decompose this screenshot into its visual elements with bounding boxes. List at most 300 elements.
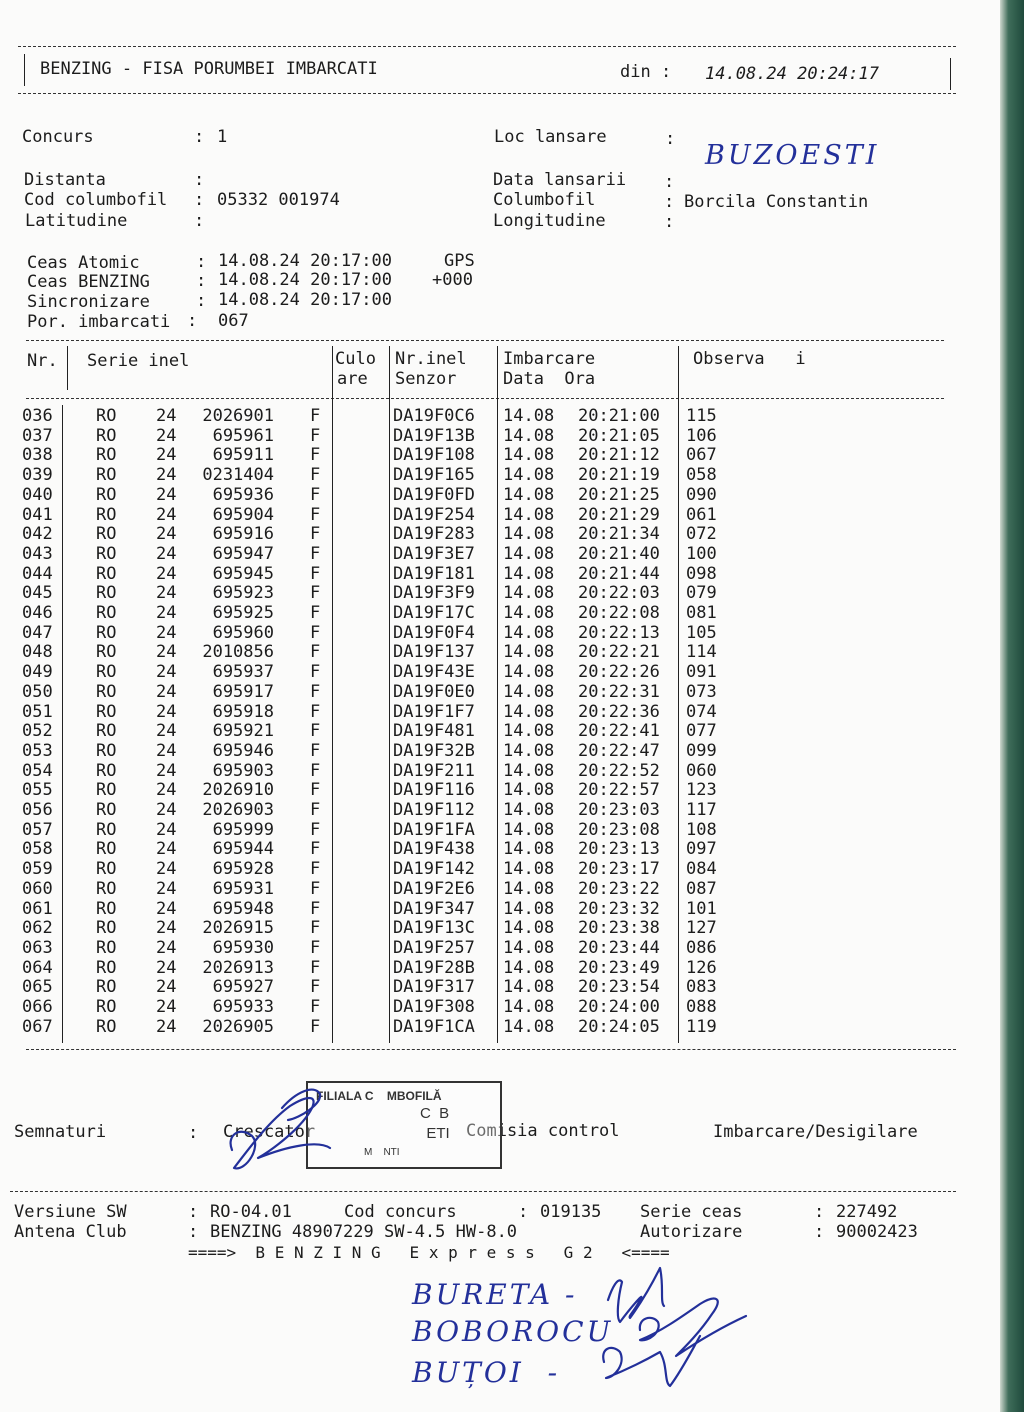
cell-year: 24	[156, 662, 177, 682]
cell-country: RO	[96, 485, 117, 505]
cell-ring-number: 695904	[212, 505, 274, 525]
cell-time: 20:22:03	[578, 583, 660, 603]
cell-nr: 067	[22, 1017, 53, 1037]
cell-nr: 060	[22, 879, 53, 899]
cell-country: RO	[96, 583, 117, 603]
cod-concurs-colon: :	[518, 1202, 529, 1222]
antena-club-colon: :	[188, 1222, 199, 1242]
cell-nr: 064	[22, 958, 53, 978]
serie-ceas-value: 227492	[836, 1202, 898, 1222]
cell-time: 20:21:25	[578, 485, 660, 505]
cell-country: RO	[96, 780, 117, 800]
cell-date: 14.08	[503, 800, 555, 820]
col-header-nrinel-2: Senzor	[395, 369, 457, 389]
cell-sex: F	[310, 1017, 321, 1037]
cell-sex: F	[310, 761, 321, 781]
antena-club-label: Antena Club	[14, 1222, 127, 1242]
latitudine-label: Latitudine	[25, 211, 128, 231]
autorizare-label: Autorizare	[640, 1222, 743, 1242]
cell-date: 14.08	[503, 603, 555, 623]
concurs-label: Concurs	[22, 127, 94, 147]
cell-year: 24	[156, 938, 177, 958]
cell-time: 20:23:38	[578, 918, 660, 938]
cell-country: RO	[96, 406, 117, 426]
cell-sex: F	[310, 564, 321, 584]
cell-country: RO	[96, 839, 117, 859]
cell-year: 24	[156, 642, 177, 662]
cell-country: RO	[96, 721, 117, 741]
cell-time: 20:21:40	[578, 544, 660, 564]
cell-observatii: 101	[686, 899, 717, 919]
cell-observatii: 077	[686, 721, 717, 741]
cell-observatii: 117	[686, 800, 717, 820]
cell-observatii: 119	[686, 1017, 717, 1037]
cell-observatii: 084	[686, 859, 717, 879]
cell-sex: F	[310, 662, 321, 682]
cell-observatii: 126	[686, 958, 717, 978]
col-divider-2	[332, 346, 333, 1043]
cell-sex: F	[310, 780, 321, 800]
cell-date: 14.08	[503, 406, 555, 426]
cell-time: 20:21:34	[578, 524, 660, 544]
cell-observatii: 108	[686, 820, 717, 840]
cell-date: 14.08	[503, 997, 555, 1017]
cell-time: 20:23:17	[578, 859, 660, 879]
col-header-culoare-1: Culo	[335, 349, 376, 369]
col-header-culoare-2: are	[337, 369, 368, 389]
cell-sex: F	[310, 445, 321, 465]
cell-sex: F	[310, 642, 321, 662]
cell-time: 20:23:13	[578, 839, 660, 859]
antena-club-value: BENZING 48907229 SW-4.5 HW-8.0	[210, 1222, 518, 1242]
cell-ring-number: 695947	[212, 544, 274, 564]
sincronizare-colon: :	[196, 291, 207, 311]
cell-nr: 042	[22, 524, 53, 544]
cell-year: 24	[156, 800, 177, 820]
header-right-bar	[950, 58, 951, 90]
distanta-colon: :	[194, 170, 205, 190]
cell-time: 20:24:00	[578, 997, 660, 1017]
cell-nr: 059	[22, 859, 53, 879]
cell-ring-number: 2026901	[202, 406, 274, 426]
serie-ceas-colon: :	[814, 1202, 825, 1222]
col-divider-4	[497, 346, 498, 1043]
cell-time: 20:22:47	[578, 741, 660, 761]
por-imbarcati-label: Por. imbarcati	[27, 312, 171, 332]
cell-sensor: DA19F0F4	[393, 623, 475, 643]
cell-time: 20:23:08	[578, 820, 660, 840]
cell-date: 14.08	[503, 1017, 555, 1037]
cell-nr: 036	[22, 406, 53, 426]
cell-nr: 049	[22, 662, 53, 682]
cell-sex: F	[310, 800, 321, 820]
cell-sensor: DA19F3E7	[393, 544, 475, 564]
cell-observatii: 088	[686, 997, 717, 1017]
cell-sensor: DA19F142	[393, 859, 475, 879]
cell-sensor: DA19F32B	[393, 741, 475, 761]
din-label: din :	[620, 62, 672, 82]
cell-country: RO	[96, 603, 117, 623]
cell-nr: 055	[22, 780, 53, 800]
cell-observatii: 127	[686, 918, 717, 938]
cell-observatii: 100	[686, 544, 717, 564]
cell-date: 14.08	[503, 682, 555, 702]
cell-country: RO	[96, 465, 117, 485]
cell-observatii: 090	[686, 485, 717, 505]
cell-country: RO	[96, 623, 117, 643]
columbofil-colon: :	[664, 192, 675, 212]
cell-ring-number: 695945	[212, 564, 274, 584]
cell-country: RO	[96, 426, 117, 446]
cell-time: 20:22:41	[578, 721, 660, 741]
cell-nr: 039	[22, 465, 53, 485]
cell-time: 20:23:49	[578, 958, 660, 978]
cell-year: 24	[156, 682, 177, 702]
col-divider-5	[678, 346, 679, 1043]
cell-country: RO	[96, 820, 117, 840]
cell-sensor: DA19F283	[393, 524, 475, 544]
header-left-bar	[24, 54, 25, 86]
cell-time: 20:23:03	[578, 800, 660, 820]
cell-sensor: DA19F481	[393, 721, 475, 741]
cell-nr: 058	[22, 839, 53, 859]
cell-country: RO	[96, 564, 117, 584]
cell-sex: F	[310, 603, 321, 623]
cell-date: 14.08	[503, 780, 555, 800]
semnaturi-label: Semnaturi	[14, 1122, 107, 1142]
cell-nr: 044	[22, 564, 53, 584]
col-header-observatii: Observa i	[693, 349, 806, 369]
cell-year: 24	[156, 859, 177, 879]
cell-sensor: DA19F28B	[393, 958, 475, 978]
col-divider-3	[389, 346, 390, 1043]
cell-nr: 046	[22, 603, 53, 623]
cell-year: 24	[156, 958, 177, 978]
cell-date: 14.08	[503, 465, 555, 485]
cell-sensor: DA19F1FA	[393, 820, 475, 840]
cell-year: 24	[156, 564, 177, 584]
cell-country: RO	[96, 702, 117, 722]
cell-date: 14.08	[503, 721, 555, 741]
cell-ring-number: 2026913	[202, 958, 274, 978]
benzing-express-banner: ====> B E N Z I N G E x p r e s s G 2 <====	[188, 1243, 670, 1262]
cell-sensor: DA19F1F7	[393, 702, 475, 722]
imbarcare-desigilare-label: Imbarcare/Desigilare	[713, 1122, 918, 1142]
cell-time: 20:23:54	[578, 977, 660, 997]
cell-ring-number: 2026905	[202, 1017, 274, 1037]
cell-sensor: DA19F108	[393, 445, 475, 465]
cell-sensor: DA19F181	[393, 564, 475, 584]
cell-ring-number: 695925	[212, 603, 274, 623]
cell-year: 24	[156, 603, 177, 623]
cell-observatii: 098	[686, 564, 717, 584]
cell-observatii: 115	[686, 406, 717, 426]
stamp-line-2: C B	[420, 1105, 450, 1122]
cell-country: RO	[96, 1017, 117, 1037]
cell-year: 24	[156, 820, 177, 840]
cell-nr: 054	[22, 761, 53, 781]
print-datetime: 14.08.24 20:24:17	[705, 64, 879, 84]
cell-sensor: DA19F438	[393, 839, 475, 859]
cell-observatii: 105	[686, 623, 717, 643]
cell-country: RO	[96, 977, 117, 997]
stamp-line-3: ETI	[418, 1125, 450, 1142]
por-imbarcati-colon: :	[187, 311, 198, 331]
cell-observatii: 097	[686, 839, 717, 859]
cell-time: 20:23:44	[578, 938, 660, 958]
cell-date: 14.08	[503, 564, 555, 584]
cell-year: 24	[156, 406, 177, 426]
cell-country: RO	[96, 662, 117, 682]
loc-lansare-label: Loc lansare	[494, 127, 607, 147]
cell-nr: 040	[22, 485, 53, 505]
handwritten-name-1: BURETA -	[412, 1278, 578, 1311]
cell-date: 14.08	[503, 879, 555, 899]
cell-nr: 065	[22, 977, 53, 997]
versiune-sw-label: Versiune SW	[14, 1202, 127, 1222]
cell-nr: 053	[22, 741, 53, 761]
cell-date: 14.08	[503, 505, 555, 525]
cell-sensor: DA19F3F9	[393, 583, 475, 603]
cell-sensor: DA19F17C	[393, 603, 475, 623]
autorizare-value: 90002423	[836, 1222, 918, 1242]
cell-ring-number: 2010856	[202, 642, 274, 662]
columbofil-value: Borcila Constantin	[684, 192, 869, 212]
cell-observatii: 081	[686, 603, 717, 623]
cell-ring-number: 695918	[212, 702, 274, 722]
cell-sex: F	[310, 741, 321, 761]
cell-year: 24	[156, 426, 177, 446]
cell-observatii: 074	[686, 702, 717, 722]
cell-year: 24	[156, 524, 177, 544]
cell-time: 20:21:00	[578, 406, 660, 426]
cell-year: 24	[156, 997, 177, 1017]
longitudine-colon: :	[664, 212, 675, 232]
cell-ring-number: 695961	[212, 426, 274, 446]
table-bottom-rule	[26, 1049, 956, 1050]
cell-sex: F	[310, 879, 321, 899]
cell-year: 24	[156, 583, 177, 603]
cell-country: RO	[96, 879, 117, 899]
cell-time: 20:24:05	[578, 1017, 660, 1037]
cell-sex: F	[310, 839, 321, 859]
cell-date: 14.08	[503, 899, 555, 919]
cell-year: 24	[156, 741, 177, 761]
cell-country: RO	[96, 938, 117, 958]
cell-observatii: 099	[686, 741, 717, 761]
cell-year: 24	[156, 465, 177, 485]
cell-year: 24	[156, 977, 177, 997]
handwritten-name-3: BUȚOI -	[412, 1356, 561, 1389]
cell-sensor: DA19F308	[393, 997, 475, 1017]
cell-time: 20:21:19	[578, 465, 660, 485]
cell-sensor: DA19F1CA	[393, 1017, 475, 1037]
header-bottom-rule	[18, 93, 956, 94]
cell-nr: 038	[22, 445, 53, 465]
cell-country: RO	[96, 958, 117, 978]
cell-sex: F	[310, 899, 321, 919]
cell-ring-number: 695903	[212, 761, 274, 781]
cell-sex: F	[310, 465, 321, 485]
cell-ring-number: 695930	[212, 938, 274, 958]
cell-observatii: 106	[686, 426, 717, 446]
cell-year: 24	[156, 761, 177, 781]
header-top-rule	[18, 46, 956, 47]
cell-year: 24	[156, 879, 177, 899]
cell-sensor: DA19F254	[393, 505, 475, 525]
latitudine-colon: :	[194, 211, 205, 231]
versiune-sw-colon: :	[188, 1202, 199, 1222]
cell-country: RO	[96, 505, 117, 525]
cell-observatii: 091	[686, 662, 717, 682]
cell-time: 20:22:21	[578, 642, 660, 662]
cell-sex: F	[310, 426, 321, 446]
cell-sensor: DA19F0C6	[393, 406, 475, 426]
distanta-label: Distanta	[24, 170, 106, 190]
cell-sex: F	[310, 938, 321, 958]
cell-year: 24	[156, 780, 177, 800]
cell-time: 20:23:22	[578, 879, 660, 899]
cell-time: 20:21:29	[578, 505, 660, 525]
cell-country: RO	[96, 544, 117, 564]
cod-columbofil-label: Cod columbofil	[24, 190, 168, 210]
cell-ring-number: 695928	[212, 859, 274, 879]
cell-nr: 051	[22, 702, 53, 722]
handwritten-name-2: BOBOROCU	[412, 1315, 614, 1348]
cell-nr: 041	[22, 505, 53, 525]
cell-date: 14.08	[503, 938, 555, 958]
cell-nr: 048	[22, 642, 53, 662]
cell-sex: F	[310, 583, 321, 603]
cell-sensor: DA19F137	[393, 642, 475, 662]
col-header-nrinel-1: Nr.inel	[395, 349, 467, 369]
ceas-atomic-colon: :	[196, 252, 207, 272]
semnaturi-colon: :	[188, 1123, 199, 1143]
cell-date: 14.08	[503, 859, 555, 879]
cell-ring-number: 695946	[212, 741, 274, 761]
cell-ring-number: 695911	[212, 445, 274, 465]
cell-observatii: 123	[686, 780, 717, 800]
cell-time: 20:22:36	[578, 702, 660, 722]
cell-date: 14.08	[503, 445, 555, 465]
cell-sensor: DA19F211	[393, 761, 475, 781]
cell-ring-number: 695931	[212, 879, 274, 899]
cell-sex: F	[310, 820, 321, 840]
col-header-serie-inel: Serie inel	[87, 351, 190, 371]
cell-nr: 056	[22, 800, 53, 820]
serie-ceas-label: Serie ceas	[640, 1202, 743, 1222]
cell-year: 24	[156, 899, 177, 919]
col-divider-1	[62, 405, 63, 1043]
cell-nr: 052	[22, 721, 53, 741]
document-title: BENZING - FISA PORUMBEI IMBARCATI	[40, 59, 378, 79]
stamp-line-4: M NTI	[364, 1147, 400, 1158]
cell-observatii: 083	[686, 977, 717, 997]
cell-date: 14.08	[503, 702, 555, 722]
cell-nr: 045	[22, 583, 53, 603]
cell-sensor: DA19F0FD	[393, 485, 475, 505]
cell-ring-number: 695927	[212, 977, 274, 997]
col-header-imbarcare-1: Imbarcare	[503, 349, 596, 369]
cell-ring-number: 695917	[212, 682, 274, 702]
data-lansarii-colon: :	[664, 172, 675, 192]
cell-observatii: 073	[686, 682, 717, 702]
cell-sensor: DA19F13C	[393, 918, 475, 938]
cell-ring-number: 695960	[212, 623, 274, 643]
cell-sex: F	[310, 505, 321, 525]
cell-time: 20:23:32	[578, 899, 660, 919]
cell-country: RO	[96, 800, 117, 820]
cell-country: RO	[96, 741, 117, 761]
cell-ring-number: 2026910	[202, 780, 274, 800]
cell-year: 24	[156, 918, 177, 938]
cell-observatii: 060	[686, 761, 717, 781]
cell-sex: F	[310, 406, 321, 426]
loc-lansare-value: BUZOESTI	[705, 140, 880, 171]
cell-date: 14.08	[503, 485, 555, 505]
sincronizare-value: 14.08.24 20:17:00	[218, 290, 392, 310]
cell-sensor: DA19F317	[393, 977, 475, 997]
stamp-line-1: FILIALA C MBOFILĂ	[316, 1089, 442, 1103]
versiune-sw-value: RO-04.01	[210, 1202, 292, 1222]
cell-observatii: 087	[686, 879, 717, 899]
ceas-atomic-value: 14.08.24 20:17:00	[218, 251, 392, 271]
cell-ring-number: 0231404	[202, 465, 274, 485]
cell-nr: 043	[22, 544, 53, 564]
cell-sex: F	[310, 997, 321, 1017]
cell-time: 20:22:52	[578, 761, 660, 781]
cell-ring-number: 695948	[212, 899, 274, 919]
cell-time: 20:21:12	[578, 445, 660, 465]
background-edge	[1000, 0, 1024, 1412]
cell-date: 14.08	[503, 839, 555, 859]
cell-ring-number: 695936	[212, 485, 274, 505]
cell-ring-number: 695999	[212, 820, 274, 840]
table-top-rule	[26, 340, 944, 341]
cell-country: RO	[96, 859, 117, 879]
cell-sex: F	[310, 485, 321, 505]
cell-sex: F	[310, 524, 321, 544]
cell-nr: 066	[22, 997, 53, 1017]
cell-sensor: DA19F347	[393, 899, 475, 919]
cell-observatii: 072	[686, 524, 717, 544]
cell-country: RO	[96, 918, 117, 938]
cell-year: 24	[156, 1017, 177, 1037]
cell-year: 24	[156, 839, 177, 859]
cell-time: 20:22:13	[578, 623, 660, 643]
cell-sensor: DA19F165	[393, 465, 475, 485]
ceas-benzing-suffix: +000	[432, 270, 473, 290]
cell-date: 14.08	[503, 918, 555, 938]
cell-date: 14.08	[503, 583, 555, 603]
autorizare-colon: :	[814, 1222, 825, 1242]
cell-sex: F	[310, 544, 321, 564]
cell-ring-number: 695916	[212, 524, 274, 544]
ceas-benzing-label: Ceas BENZING	[27, 272, 150, 292]
cell-time: 20:22:08	[578, 603, 660, 623]
cell-time: 20:22:31	[578, 682, 660, 702]
cell-sensor: DA19F43E	[393, 662, 475, 682]
crescator-label: Crescator	[223, 1122, 316, 1142]
cell-country: RO	[96, 899, 117, 919]
cell-ring-number: 695944	[212, 839, 274, 859]
cell-sex: F	[310, 702, 321, 722]
cell-year: 24	[156, 485, 177, 505]
concurs-colon: :	[194, 127, 205, 147]
cod-concurs-value: 019135	[540, 1202, 602, 1222]
data-lansarii-label: Data lansarii	[493, 170, 627, 190]
cell-year: 24	[156, 623, 177, 643]
